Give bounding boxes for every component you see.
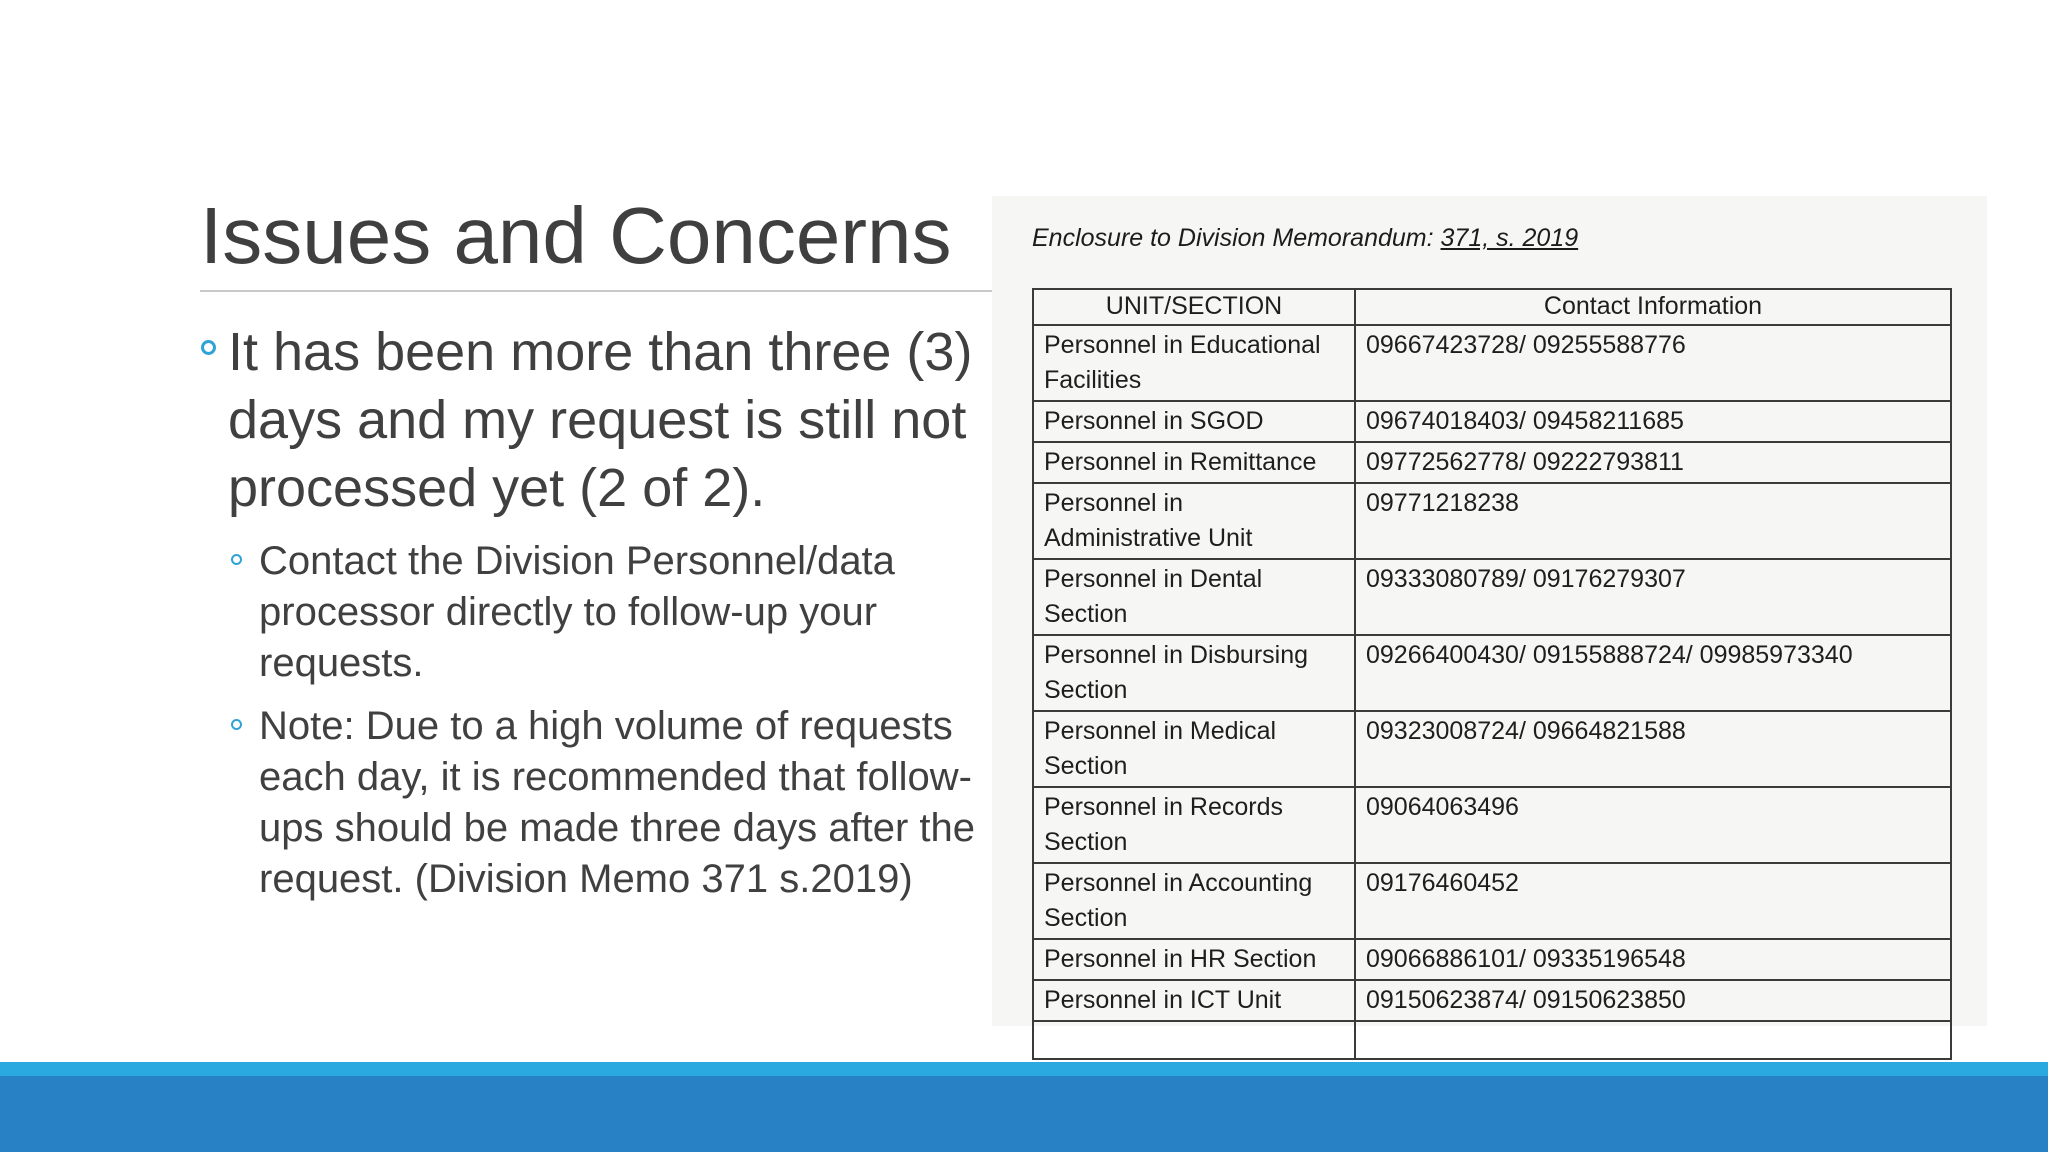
contact-cell: 09064063496 (1355, 787, 1951, 863)
contact-cell: 09323008724/ 09664821588 (1355, 711, 1951, 787)
contact-cell: 09333080789/ 09176279307 (1355, 559, 1951, 635)
header-unit-section: UNIT/SECTION (1033, 289, 1355, 325)
unit-cell: Personnel in Dental Section (1033, 559, 1355, 635)
unit-cell: Personnel in ICT Unit (1033, 980, 1355, 1021)
empty-cell (1355, 1021, 1951, 1059)
unit-cell: Personnel in HR Section (1033, 939, 1355, 980)
contact-cell: 09266400430/ 09155888724/ 09985973340 (1355, 635, 1951, 711)
footer-bar (0, 1076, 2048, 1152)
main-bullet (200, 318, 1000, 522)
contact-cell: 09674018403/ 09458211685 (1355, 401, 1951, 442)
unit-cell: Personnel in Educational Facilities (1033, 325, 1355, 401)
main-bullet-text: It has been more than three (3) days and my request is still not processed yet (2 of 2). (228, 322, 973, 518)
enclosure-image (992, 196, 1987, 1026)
title-divider (200, 290, 998, 292)
table-row (1033, 325, 1951, 401)
unit-cell: Personnel in Disbursing Section (1033, 635, 1355, 711)
table-row (1033, 483, 1951, 559)
unit-cell: Personnel in Medical Section (1033, 711, 1355, 787)
table-header-row (1033, 289, 1951, 325)
contact-cell: 09176460452 (1355, 863, 1951, 939)
table-row (1033, 939, 1951, 980)
contact-cell: 09772562778/ 09222793811 (1355, 442, 1951, 483)
empty-table-row (1033, 1021, 1951, 1059)
unit-cell: Personnel in Records Section (1033, 787, 1355, 863)
table-row (1033, 559, 1951, 635)
table-row (1033, 980, 1951, 1021)
sub-bullet-circle-icon (231, 554, 242, 565)
unit-cell: Personnel in Administrative Unit (1033, 483, 1355, 559)
sub-bullet-text: Contact the Division Personnel/data processor directly to follow-up your requests. (259, 539, 895, 685)
unit-cell: Personnel in Accounting Section (1033, 863, 1355, 939)
contact-cell: 09150623874/ 09150623850 (1355, 980, 1951, 1021)
contact-cell: 09066886101/ 09335196548 (1355, 939, 1951, 980)
enclosure-caption (1032, 224, 1578, 253)
enclosure-caption-ref: 371, s. 2019 (1440, 224, 1579, 252)
empty-cell (1033, 1021, 1355, 1059)
sub-bullet (259, 701, 1000, 905)
table-row (1033, 401, 1951, 442)
footer-accent-bar (0, 1062, 2048, 1076)
slide-title: Issues and Concerns (200, 191, 952, 280)
bullet-circle-icon (201, 340, 216, 355)
sub-bullet-circle-icon (231, 719, 242, 730)
table-row (1033, 711, 1951, 787)
table-row (1033, 442, 1951, 483)
sub-bullet (259, 536, 1000, 689)
table-row (1033, 635, 1951, 711)
sub-bullet-text: Note: Due to a high volume of requests each day, it is recommended that follow-ups should be made three days after the request. (Division Memo 371 s.2019) (259, 704, 976, 901)
header-contact-information: Contact Information (1355, 289, 1951, 325)
contact-table (1032, 288, 1952, 1060)
enclosure-caption-prefix: Enclosure to Division Memorandum: (1032, 224, 1434, 252)
contact-cell: 09667423728/ 09255588776 (1355, 325, 1951, 401)
contact-cell: 09771218238 (1355, 483, 1951, 559)
bullet-list (200, 318, 1000, 905)
unit-cell: Personnel in Remittance (1033, 442, 1355, 483)
table-row (1033, 863, 1951, 939)
table-row (1033, 787, 1951, 863)
unit-cell: Personnel in SGOD (1033, 401, 1355, 442)
